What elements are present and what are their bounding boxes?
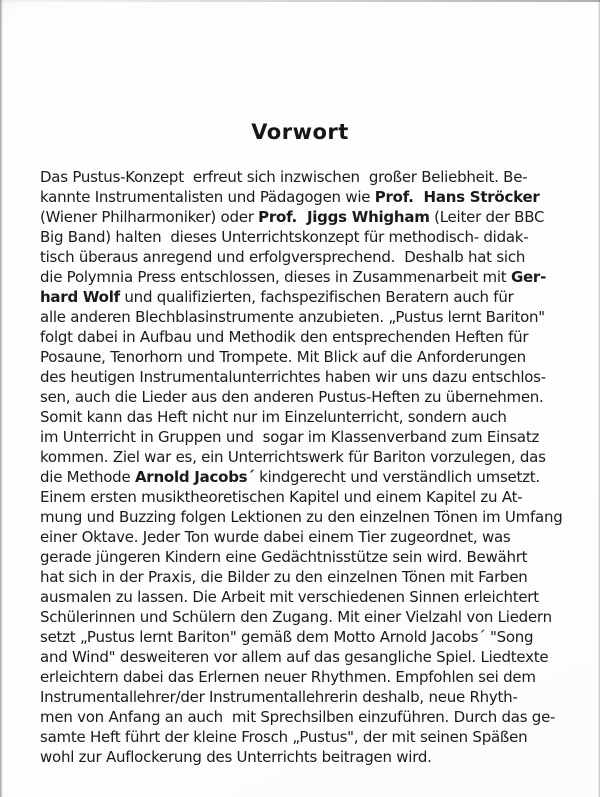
text-run: (Wiener Philharmoniker) oder <box>40 208 259 226</box>
text-line <box>40 407 577 427</box>
text-line <box>40 547 577 567</box>
text-line <box>40 287 577 307</box>
text-run: wohl zur Auflockerung des Unterrichts beitragen wird. <box>40 748 432 766</box>
page-title: Vorwort <box>251 120 349 144</box>
text-run: gerade jüngeren Kindern eine Gedächtnisstütze sein wird. Bewährt <box>40 548 528 566</box>
text-run: Instrumentallehrer/der Instrumentallehrerin deshalb, neue Rhyth- <box>40 688 518 706</box>
text-line <box>40 247 577 267</box>
text-run: Somit kann das Heft nicht nur im Einzelunterricht, sondern auch <box>40 408 507 426</box>
scan-edge-top <box>0 0 600 2</box>
text-line <box>40 707 577 727</box>
text-run: alle anderen Blechblasinstrumente anzubieten. „Pustus lernt Bariton" <box>40 308 545 326</box>
text-run: samte Heft führt der kleine Frosch „Pustus", der mit seinen Späßen <box>40 728 528 746</box>
text-run: und qualifizierten, fachspezifischen Beratern auch für <box>119 288 514 306</box>
text-line <box>40 387 577 407</box>
text-run: Posaune, Tenorhorn und Trompete. Mit Blick auf die Anforderungen <box>40 348 526 366</box>
text-line <box>40 327 577 347</box>
bold-text-run: Arnold Jacobs´ <box>134 468 255 486</box>
text-run: einer Oktave. Jeder Ton wurde dabei einem Tier zugeordnet, was <box>40 528 511 546</box>
text-run: die Methode <box>40 468 135 486</box>
text-run: Einem ersten musiktheoretischen Kapitel und einem Kapitel zu At- <box>40 488 523 506</box>
text-line <box>40 227 577 247</box>
text-line <box>40 627 577 647</box>
text-line <box>40 607 577 627</box>
text-line <box>40 747 577 767</box>
text-run: kannte Instrumentalisten und Pädagogen wie <box>40 188 375 206</box>
text-line <box>40 347 577 367</box>
text-line <box>40 587 577 607</box>
text-line <box>40 527 577 547</box>
text-run: kommen. Ziel war es, ein Unterrichtswerk für Bariton vorzulegen, das <box>40 448 546 466</box>
text-line <box>40 307 577 327</box>
text-run: im Unterricht in Gruppen und sogar im Klassenverband zum Einsatz <box>40 428 540 446</box>
text-run: sen, auch die Lieder aus den anderen Pustus-Heften zu übernehmen. <box>40 388 544 406</box>
text-run: men von Anfang an auch mit Sprechsilben einzuführen. Durch das ge- <box>40 708 556 726</box>
text-run: erleichtern dabei das Erlernen neuer Rhythmen. Empfohlen sei dem <box>40 668 536 686</box>
text-run: die Polymnia Press entschlossen, dieses in Zusammenarbeit mit <box>40 268 511 286</box>
paragraph <box>40 167 577 767</box>
text-line <box>40 647 577 667</box>
text-line <box>40 267 577 287</box>
text-line <box>40 667 577 687</box>
text-run: and Wind" desweiteren vor allem auf das gesangliche Spiel. Liedtexte <box>40 648 549 666</box>
text-run: ausmalen zu lassen. Die Arbeit mit verschiedenen Sinnen erleichtert <box>40 588 539 606</box>
text-line <box>40 207 577 227</box>
text-line <box>40 487 577 507</box>
text-run: (Leiter der BBC <box>429 208 545 226</box>
text-line <box>40 467 577 487</box>
text-line <box>40 447 577 467</box>
text-line <box>40 367 577 387</box>
text-line <box>40 727 577 747</box>
text-line <box>40 567 577 587</box>
text-run: setzt „Pustus lernt Bariton" gemäß dem Motto Arnold Jacobs´ "Song <box>40 628 534 646</box>
text-run: des heutigen Instrumentalunterrichtes haben wir uns dazu entschlos- <box>40 368 546 386</box>
bold-text-run: Ger- <box>510 268 547 286</box>
text-run: kindgerecht und verständlich umsetzt. <box>254 468 540 486</box>
text-run: folgt dabei in Aufbau und Methodik den entsprechenden Heften für <box>40 328 529 346</box>
bold-text-run: Prof. Hans Ströcker <box>374 188 540 206</box>
text-run: mung und Buzzing folgen Lektionen zu den einzelnen Tönen im Umfang <box>40 508 563 526</box>
text-run: Das Pustus-Konzept erfreut sich inzwischen großer Beliebheit. Be- <box>40 168 528 186</box>
bold-text-run: hard Wolf <box>40 288 120 306</box>
text-run: tisch überaus anregend und erfolgversprechend. Deshalb hat sich <box>40 248 526 266</box>
text-run: hat sich in der Praxis, die Bilder zu den einzelnen Tönen mit Farben <box>40 568 528 586</box>
text-line <box>40 687 577 707</box>
text-run: Schülerinnen und Schülern den Zugang. Mit einer Vielzahl von Liedern <box>40 608 552 626</box>
text-line <box>40 427 577 447</box>
text-line <box>40 507 577 527</box>
bold-text-run: Prof. Jiggs Whigham <box>258 208 430 226</box>
text-line <box>40 167 577 187</box>
text-run: Big Band) halten dieses Unterrichtskonzept für methodisch- didak- <box>40 228 529 246</box>
text-line <box>40 187 577 207</box>
